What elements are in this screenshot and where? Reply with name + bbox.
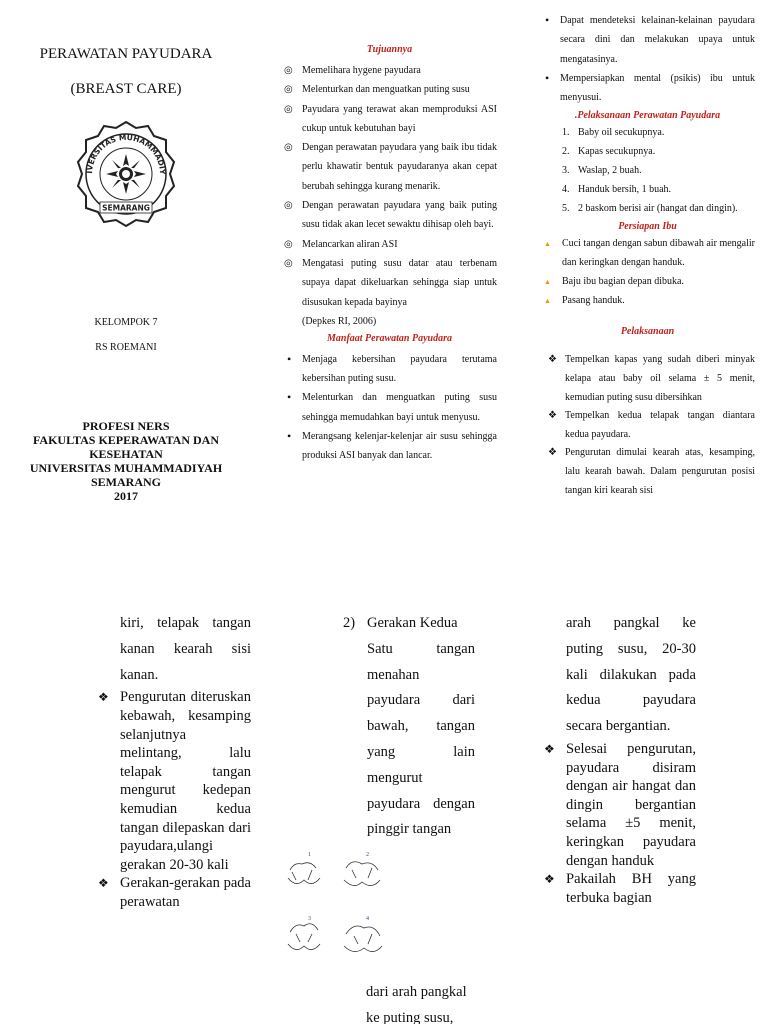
affiliation-line: PROFESI NERS (82, 419, 170, 433)
mother-prep-list (540, 234, 755, 310)
logo-text-top: IVERSITAS MUHAMMADIY (84, 132, 168, 175)
affiliation-line: FAKULTAS KEPERAWATAN DAN (32, 433, 220, 447)
continued-text: arah pangkal ke puting susu, 20-30 kali dilakukan pada kedua payudara secara bergantian. (566, 615, 696, 735)
university-logo (72, 120, 180, 228)
benefits-list (282, 350, 497, 466)
goal-item: ◎ Payudara yang terawat akan memproduksi ASI cukup untuk kebutuhan bayi (282, 100, 497, 139)
step-item: ❖ Gerakan-gerakan pada perawatan (120, 874, 251, 911)
implementation-list (540, 351, 755, 500)
benefits-continued-list (540, 11, 755, 107)
citation: (Depkes RI, 2006) (302, 315, 377, 327)
benefit-item: • Mempersiapkan mental (psikis) ibu untuk menyusui. (540, 69, 755, 108)
prep-item: ▲ Cuci tangan dengan sabun dibawah air mengalir dan keringkan dengan handuk. (540, 234, 755, 272)
mother-prep-heading: Persiapan Ibu (618, 221, 677, 233)
equipment-item: 5. 2 baskom berisi air (hangat dan dingin). (562, 203, 738, 215)
equipment-heading: .Pelaksanaan Perawatan Payudara (574, 110, 721, 122)
logo-text-bottom: SEMARANG (102, 203, 150, 213)
equipment-item: 1. Baby oil secukupnya. (562, 127, 665, 139)
benefit-item: • Menjaga kebersihan payudara terutama kebersihan puting susu. (282, 350, 497, 389)
group-label: KELOMPOK 7 (94, 317, 158, 328)
bottom-steps-list (120, 688, 251, 911)
goal-item: ◎ Mengatasi puting susu datar atau terbenam supaya dapat dikeluarkan sehingga siap untuk disusukan kepada bayinya (282, 254, 497, 312)
step-item: ❖ Selesai pengurutan, payudara disiram dengan air hangat dan dingin bergantian selama ±5 menit, keringkan payudara dengan handuk (566, 740, 696, 870)
affiliation-line: SEMARANG (90, 475, 161, 489)
step-item: ❖ Pengurutan dimulai kearah atas, kesamping, lalu kearah bawah. Dalam pengurutan posisi tangan kiri kearah sisi (540, 444, 755, 500)
step-item: ❖ Tempelkan kedua telapak tangan diantara kedua payudara. (540, 407, 755, 444)
bottom-steps-list (566, 740, 696, 907)
affiliation-line: UNIVERSITAS MUHAMMADIYAH (29, 461, 223, 475)
bottom-column-3 (566, 611, 696, 907)
massage-illustration (282, 848, 394, 974)
benefit-item: • Merangsang kelenjar-kelenjar air susu sehingga produksi ASI banyak dan lancar. (282, 427, 497, 466)
goal-item: ◎ Melancarkan aliran ASI (282, 235, 497, 254)
benefit-item: • Melenturkan dan menguatkan puting susu sehingga memudahkan bayi untuk menyusu. (282, 388, 497, 427)
continued-text: dari arah pangkal ke puting susu, (366, 984, 467, 1024)
goal-item: ◎ Dengan perawatan payudara yang baik puting susu tidak akan lecet sewaktu dihisap oleh bayi. (282, 196, 497, 235)
goal-item: ◎ Memelihara hygene payudara (282, 61, 497, 80)
step-item: ❖ Pengurutan diteruskan kebawah, kesamping selanjutnya melintang, lalu telapak tangan mengurut kedepan kemudian kedua tangan dilepaskan dari payudara,ulangi gerakan 20-30 kali (120, 688, 251, 874)
goal-item: ◎ Dengan perawatan payudara yang baik ibu tidak perlu khawatir bentuk payudaranya akan cepat berubah sehingga kurang menarik. (282, 138, 497, 196)
prep-item: ▲ Baju ibu bagian depan dibuka. (540, 272, 755, 291)
bottom-column-2-continued (366, 980, 476, 1024)
goal-item: ◎ Melenturkan dan menguatkan puting susu (282, 80, 497, 99)
step-number: 2) (343, 615, 356, 631)
implementation-heading: Pelaksanaan (620, 326, 675, 338)
equipment-list (540, 123, 755, 218)
goals-heading: Tujuannya (366, 44, 413, 55)
affiliation-line: KESEHATAN (89, 447, 163, 461)
affiliation-line: 2017 (114, 489, 138, 503)
continued-text: kiri, telapak tangan kanan kearah sisi kanan. (120, 615, 251, 683)
equipment-item: 3. Waslap, 2 buah. (562, 165, 642, 177)
bottom-column-1 (120, 611, 251, 912)
equipment-item: 2. Kapas secukupnya. (562, 146, 656, 158)
figure-label: 3 (308, 916, 311, 922)
bottom-column-2 (343, 611, 475, 843)
benefit-item: • Dapat mendeteksi kelainan-kelainan payudara secara dini dan melakukan upaya untuk mengatasinya. (540, 11, 755, 69)
figure-label: 4 (366, 916, 369, 922)
step-text: Satu tangan menahan payudara dari bawah, tangan yang lain mengurut payudara dengan pinggir tangan (367, 640, 475, 838)
affiliation-block (20, 419, 232, 503)
figure-label: 2 (366, 852, 369, 858)
cover-title: PERAWATAN PAYUDARA (39, 46, 213, 62)
cover-panel (20, 44, 232, 503)
step-item: ❖ Tempelkan kapas yang sudah diberi minyak kelapa atau baby oil selama ± 5 menit, kemudian puting susu dibersihkan (540, 351, 755, 407)
cover-subtitle: (BREAST CARE) (70, 81, 182, 97)
prep-item: ▲ Pasang handuk. (540, 291, 755, 310)
step-item: ❖ Pakailah BH yang terbuka bagian (566, 870, 696, 907)
equipment-item: 4. Handuk bersih, 1 buah. (562, 184, 672, 196)
step-heading: Gerakan Kedua (367, 615, 458, 631)
hospital-label: RS ROEMANI (95, 342, 157, 353)
benefits-heading: Manfaat Perawatan Payudara (326, 332, 452, 344)
goals-panel (282, 44, 497, 466)
goals-list (282, 61, 497, 331)
figure-label: 1 (308, 852, 311, 858)
procedure-panel (540, 10, 755, 500)
